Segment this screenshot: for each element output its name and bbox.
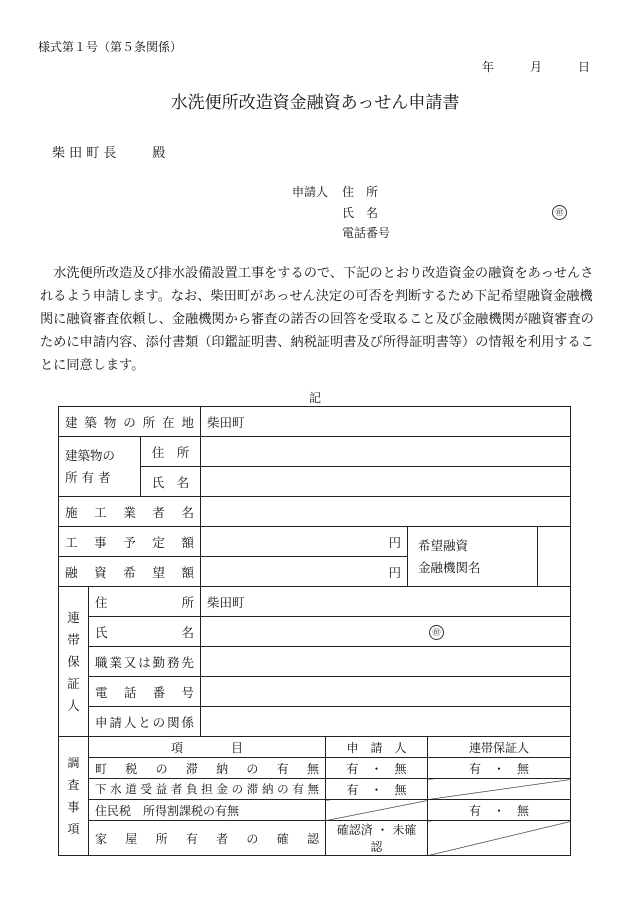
value-loan[interactable]: 円 bbox=[201, 557, 408, 587]
application-table bbox=[58, 406, 571, 856]
date-line bbox=[446, 58, 590, 75]
label-loan: 融資希望額 bbox=[59, 557, 201, 587]
value-cost[interactable]: 円 bbox=[201, 527, 408, 557]
guarantor-char: 連 bbox=[67, 609, 80, 625]
header-guarantor: 連帯保証人 bbox=[428, 737, 571, 758]
survey-item: 住民税 所得割課税の有無 bbox=[89, 800, 326, 821]
survey-char: 項 bbox=[67, 822, 80, 836]
label-owner-line2: 所 有 者 bbox=[65, 469, 111, 485]
survey-row bbox=[59, 821, 571, 856]
applicant-label: 申請人 bbox=[292, 185, 329, 199]
survey-char: 査 bbox=[67, 778, 80, 792]
value-owner-address[interactable] bbox=[201, 437, 571, 467]
row-cost bbox=[59, 527, 571, 557]
ki-heading: 記 bbox=[308, 391, 321, 405]
date-day: 日 bbox=[577, 60, 590, 74]
label-cost: 工事予定額 bbox=[59, 527, 201, 557]
label-owner-name: 氏 名 bbox=[141, 467, 201, 497]
survey-item: 町税の滞納の有無 bbox=[89, 758, 326, 779]
value-guarantor-address[interactable]: 柴田町 bbox=[201, 587, 571, 617]
row-location bbox=[59, 407, 571, 437]
survey-row bbox=[59, 779, 571, 800]
applicant-address-label: 住 所 bbox=[342, 185, 379, 199]
value-guarantor-phone[interactable] bbox=[201, 677, 571, 707]
row-guarantor-job bbox=[59, 647, 571, 677]
value-guarantor-relation[interactable] bbox=[201, 707, 571, 737]
survey-row bbox=[59, 758, 571, 779]
survey-applicant-na bbox=[326, 800, 428, 821]
addressee-honorific: 殿 bbox=[152, 146, 166, 161]
survey-applicant[interactable]: 確認済 ・ 未確認 bbox=[326, 821, 428, 856]
label-owner-line1: 建築物の bbox=[65, 447, 116, 463]
row-guarantor-relation bbox=[59, 707, 571, 737]
label-guarantor bbox=[59, 587, 89, 737]
form-number: 様式第１号（第５条関係） bbox=[38, 40, 183, 54]
value-guarantor-job[interactable] bbox=[201, 647, 571, 677]
seal-mark: ㊞ bbox=[429, 625, 444, 640]
row-guarantor-address bbox=[59, 587, 571, 617]
value-bank[interactable] bbox=[538, 527, 571, 587]
document-title: 水洗便所改造資金融資あっせん申請書 bbox=[170, 93, 460, 113]
survey-item: 下水道受益者負担金の滞納の有無 bbox=[89, 779, 326, 800]
application-body: 水洗便所改造及び排水設備設置工事をするので、下記のとおり改造資金の融資をあっせんされるよう申請します。なお、柴田町があっせん決定の可否を判断するため下記希望融資金融機関に融資審査依頼し、金融機関から審査の諾否の回答を受取ること及び金融機関が融資審査のために申請内容、添付書類（印鑑証明書、納税証明書及び所得証明書等）の情報を利用することに同意します。 bbox=[40, 266, 594, 373]
guarantor-char: 帯 bbox=[67, 631, 80, 647]
applicant-phone-label: 電話番号 bbox=[342, 226, 391, 240]
label-bank-line1: 希望融資 bbox=[418, 537, 469, 553]
guarantor-char: 保 bbox=[67, 653, 80, 669]
survey-char: 調 bbox=[67, 756, 80, 770]
label-owner-address: 住 所 bbox=[141, 437, 201, 467]
date-month: 月 bbox=[529, 60, 542, 74]
guarantor-char: 証 bbox=[67, 675, 80, 691]
label-location: 建築物の所在地 bbox=[59, 407, 201, 437]
row-survey-header bbox=[59, 737, 571, 758]
date-year: 年 bbox=[481, 60, 494, 74]
addressee bbox=[52, 142, 165, 161]
value-owner-name[interactable] bbox=[201, 467, 571, 497]
row-guarantor-phone bbox=[59, 677, 571, 707]
addressee-name: 柴 田 町 長 bbox=[52, 146, 117, 161]
label-survey bbox=[59, 737, 89, 856]
survey-item: 家屋所有者の確認 bbox=[89, 821, 326, 856]
label-guarantor-relation: 申請人との関係 bbox=[89, 707, 201, 737]
value-guarantor-name[interactable] bbox=[201, 617, 571, 647]
label-guarantor-name: 氏名 bbox=[89, 617, 201, 647]
survey-char: 事 bbox=[67, 800, 80, 814]
label-owner bbox=[59, 437, 141, 497]
seal-mark: ㊞ bbox=[552, 205, 567, 220]
applicant-name-label: 氏 名 bbox=[342, 206, 379, 220]
label-guarantor-job: 職業又は勤務先 bbox=[89, 647, 201, 677]
row-owner-address bbox=[59, 437, 571, 467]
label-bank-line2: 金融機関名 bbox=[418, 559, 481, 575]
survey-guarantor-na bbox=[428, 821, 571, 856]
label-contractor: 施工業者名 bbox=[59, 497, 201, 527]
survey-row bbox=[59, 800, 571, 821]
row-guarantor-name bbox=[59, 617, 571, 647]
label-bank bbox=[408, 527, 538, 587]
survey-guarantor-na bbox=[428, 779, 571, 800]
applicant-seal bbox=[552, 204, 567, 220]
guarantor-char: 人 bbox=[67, 697, 80, 713]
survey-guarantor[interactable]: 有 ・ 無 bbox=[428, 758, 571, 779]
label-guarantor-phone: 電話番号 bbox=[89, 677, 201, 707]
value-location[interactable]: 柴田町 bbox=[201, 407, 571, 437]
survey-applicant[interactable]: 有 ・ 無 bbox=[326, 779, 428, 800]
header-item: 項 目 bbox=[89, 737, 326, 758]
header-applicant: 申 請 人 bbox=[326, 737, 428, 758]
row-contractor bbox=[59, 497, 571, 527]
survey-applicant[interactable]: 有 ・ 無 bbox=[326, 758, 428, 779]
survey-guarantor[interactable]: 有 ・ 無 bbox=[428, 800, 571, 821]
label-guarantor-address: 住所 bbox=[89, 587, 201, 617]
value-contractor[interactable] bbox=[201, 497, 571, 527]
